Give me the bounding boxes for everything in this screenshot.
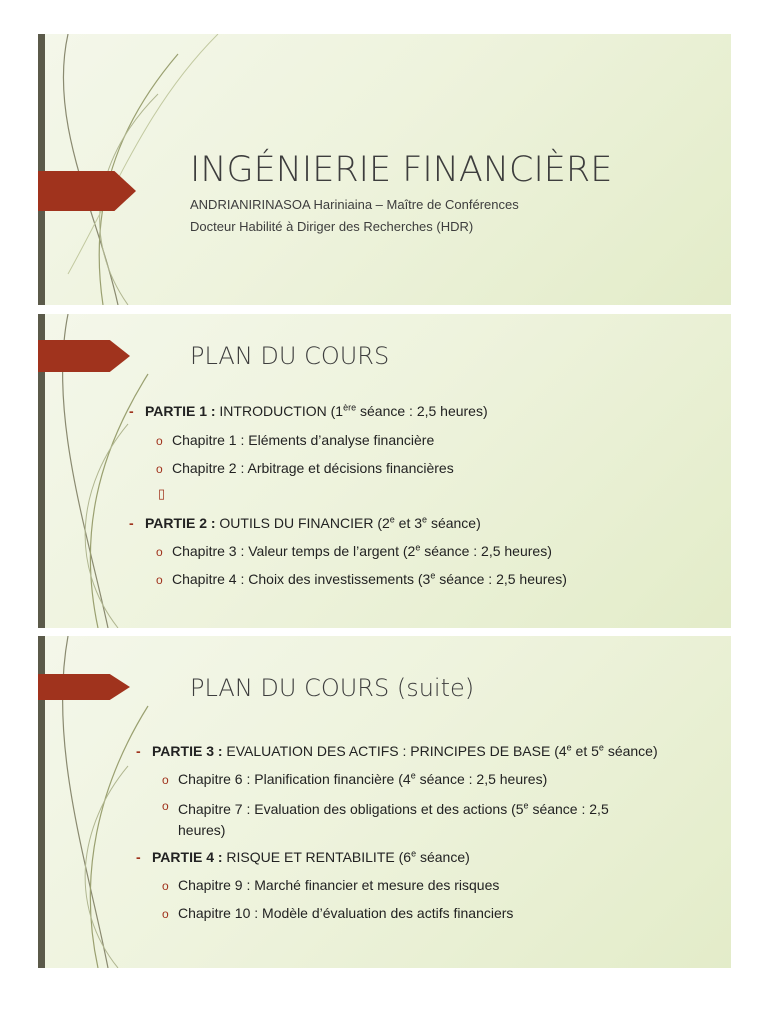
superscript: e: [389, 514, 395, 525]
superscript: e: [598, 742, 604, 753]
slide-plan: [38, 314, 731, 628]
chapter-10-line: [162, 905, 513, 921]
dash-bullet: -: [129, 403, 134, 419]
chapter-text: Chapitre 3 : Valeur temps de l’argent (2: [172, 543, 416, 559]
part-4-line: [136, 849, 470, 865]
part-label: PARTIE 1 :: [145, 403, 216, 419]
chapter-2-line: [156, 460, 454, 476]
chapter-6-line: [162, 771, 547, 787]
part-2-line: [129, 515, 481, 531]
chapter-text: séance : 2,5 heures): [415, 771, 548, 787]
chapter-text: séance : 2,5 heures): [420, 543, 552, 559]
part-text: et 3: [394, 515, 423, 531]
section-title: PLAN DU COURS: [190, 342, 390, 370]
part-1-line: [129, 403, 488, 419]
circle-bullet: o: [162, 907, 169, 921]
chapter-text: Chapitre 6 : Planification financière (4: [178, 771, 411, 787]
part-text: séance): [427, 515, 481, 531]
superscript: e: [415, 542, 421, 553]
dash-bullet: -: [136, 849, 141, 865]
chapter-7-line: [162, 799, 658, 841]
superscript: e: [422, 514, 428, 525]
superscript: e: [410, 770, 416, 781]
chapter-text: séance : 2,5 heures): [178, 801, 609, 838]
circle-bullet: o: [156, 434, 163, 448]
chapter-4-line: [156, 571, 567, 587]
part-text: INTRODUCTION (1: [215, 403, 344, 419]
dash-bullet: -: [136, 743, 141, 759]
part-label: PARTIE 2 :: [145, 515, 216, 531]
dash-bullet: -: [129, 515, 134, 531]
chapter-text: Chapitre 4 : Choix des investissements (3: [172, 571, 431, 587]
author-line: ANDRIANIRINASOA Hariniaina – Maître de Conférences: [190, 197, 519, 212]
chapter-9-line: [162, 877, 499, 893]
circle-bullet: o: [156, 462, 163, 476]
section-title: PLAN DU COURS (suite): [190, 674, 475, 702]
slide-plan-suite: [38, 636, 731, 968]
part-label: PARTIE 4 :: [152, 849, 223, 865]
part-text: EVALUATION DES ACTIFS : PRINCIPES DE BASE (4: [222, 743, 567, 759]
circle-bullet: o: [156, 573, 163, 587]
part-3-line: [136, 743, 658, 759]
chapter-text: séance : 2,5 heures): [435, 571, 567, 587]
part-text: RISQUE ET RENTABILITE (6: [222, 849, 412, 865]
chapter-text-wrap: [178, 799, 658, 841]
superscript: e: [411, 848, 417, 859]
page-title: INGÉNIERIE FINANCIÈRE: [190, 150, 613, 190]
part-text: OUTILS DU FINANCIER (2: [215, 515, 390, 531]
superscript: e: [523, 800, 529, 811]
circle-bullet: o: [162, 879, 169, 893]
part-label: PARTIE 3 :: [152, 743, 223, 759]
slide-title: [38, 34, 731, 305]
chapter-1-line: [156, 432, 434, 448]
circle-bullet: o: [162, 799, 169, 813]
chapter-3-line: [156, 543, 552, 559]
part-text: séance): [603, 743, 658, 759]
chapter-text: Chapitre 10 : Modèle d’évaluation des actifs financiers: [178, 905, 514, 921]
degree-line: Docteur Habilité à Diriger des Recherches (HDR): [190, 219, 474, 234]
part-text: séance): [416, 849, 470, 865]
superscript: ère: [343, 402, 357, 413]
superscript: e: [430, 570, 436, 581]
chapter-text: Chapitre 7 : Evaluation des obligations et des actions (5: [178, 801, 524, 817]
missing-glyph-box: ▯: [158, 486, 166, 501]
chapter-text: Chapitre 2 : Arbitrage et décisions financières: [172, 460, 454, 476]
circle-bullet: o: [162, 773, 169, 787]
part-text: et 5: [571, 743, 599, 759]
part-text: séance : 2,5 heures): [356, 403, 488, 419]
superscript: e: [566, 742, 572, 753]
circle-bullet: o: [156, 545, 163, 559]
chapter-text: Chapitre 9 : Marché financier et mesure des risques: [178, 877, 500, 893]
chapter-text: Chapitre 1 : Eléments d’analyse financière: [172, 432, 435, 448]
